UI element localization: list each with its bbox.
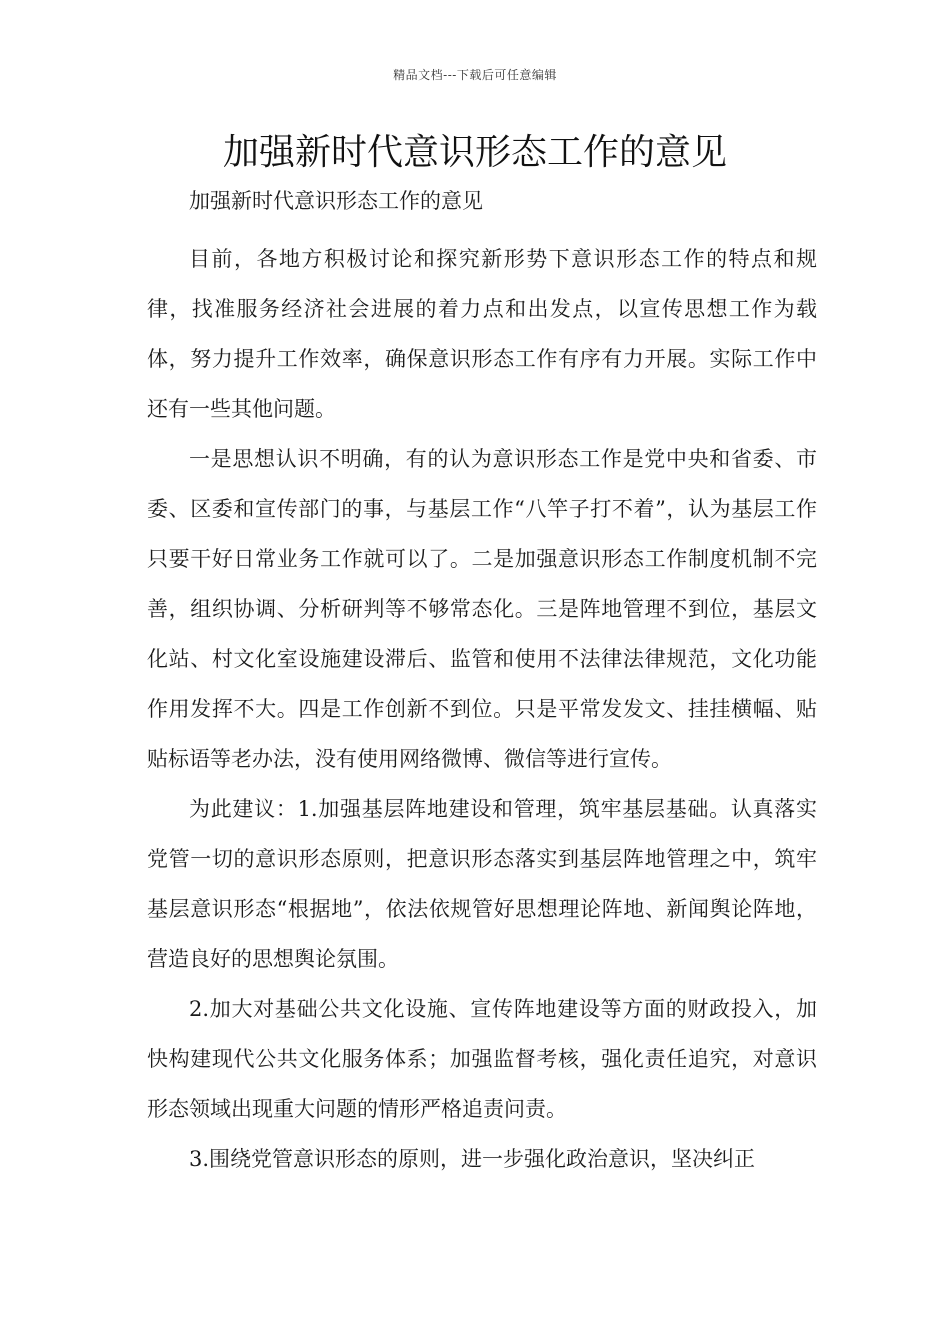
paragraph-suggestion-3: 3.围绕党管意识形态的原则，进一步强化政治意识，坚决纠正 bbox=[189, 1147, 756, 1171]
header-note: 精品文档---下载后可任意编辑 bbox=[393, 68, 557, 82]
document-body bbox=[147, 184, 817, 1184]
paragraph-problems: 一是思想认识不明确，有的认为意识形态工作是党中央和省委、市委、区委和宣传部门的事，与基层工作“八竿子打不着”，认为基层工作只要干好日常业务工作就可以了。二是加强意识形态工作制度机制不完善，组织协调、分析研判等不够常态化。三是阵地管理不到位，基层文化站、村文化室设施建设滞后、监管和使用不法律法律规范，文化功能作用发挥不大。四是工作创新不到位。只是平常发发文、挂挂横幅、贴贴标语等老办法，没有使用网络微博、微信等进行宣传。 bbox=[147, 447, 817, 771]
document-title: 加强新时代意识形态工作的意见 bbox=[222, 132, 727, 173]
paragraph-suggestion-2: 2.加大对基础公共文化设施、宣传阵地建设等方面的财政投入，加快构建现代公共文化服务体系；加强监督考核，强化责任追究，对意识形态领域出现重大问题的情形严格追责问责。 bbox=[147, 997, 817, 1121]
paragraph-intro: 目前，各地方积极讨论和探究新形势下意识形态工作的特点和规律，找准服务经济社会进展的着力点和出发点，以宣传思想工作为载体，努力提升工作效率，确保意识形态工作有序有力开展。实际工作中还有一些其他问题。 bbox=[147, 247, 817, 421]
paragraph-suggestion-1: 为此建议：1.加强基层阵地建设和管理，筑牢基层基础。认真落实党管一切的意识形态原则，把意识形态落实到基层阵地管理之中，筑牢基层意识形态“根据地”，依法依规管好思想理论阵地、新闻舆论阵地，营造良好的思想舆论氛围。 bbox=[147, 797, 817, 971]
document-subtitle: 加强新时代意识形态工作的意见 bbox=[189, 189, 483, 213]
